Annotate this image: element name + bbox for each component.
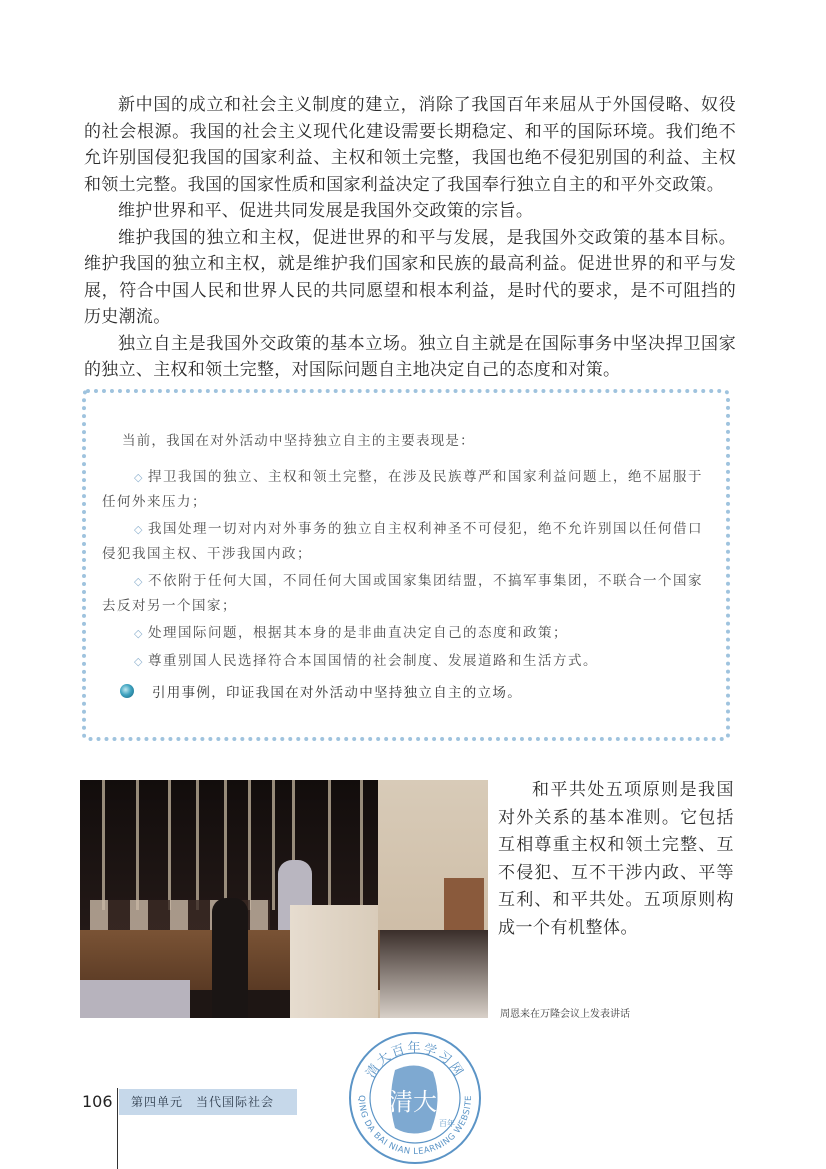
info-box-intro: 当前，我国在对外活动中坚持独立自主的主要表现是：: [122, 433, 475, 449]
activity-text: 引用事例，印证我国在对外活动中坚持独立自主的立场。: [152, 685, 522, 701]
photo-caption: 周恩来在万隆会议上发表讲话: [500, 1009, 630, 1020]
bullet-item: ◇ 尊重别国人民选择符合本国国情的社会制度、发展道路和生活方式。: [134, 653, 598, 669]
diamond-icon: ◇: [134, 523, 144, 536]
diamond-icon: ◇: [134, 471, 144, 484]
five-principles-text: 和平共处五项原则是我国对外关系的基本准则。它包括互相尊重主权和领土完整、互不侵犯、互不干涉内政、平等互利、和平共处。五项原则构成一个有机整体。: [498, 780, 734, 938]
paragraph-4: 独立自主是我国外交政策的基本立场。独立自主就是在国际事务中坚决捍卫国家的独立、主权和领土完整，对国际问题自主地决定自己的态度和对策。: [84, 333, 736, 380]
svg-text:百年: 百年: [439, 1119, 455, 1128]
svg-text:QING DA BAI NIAN LEARNING WEBS: QING DA BAI NIAN LEARNING WEBSITE: [355, 1095, 475, 1158]
paragraph-2: 维护世界和平、促进共同发展是我国外交政策的宗旨。: [118, 201, 534, 221]
activity-orb-icon: [120, 684, 134, 698]
info-box: [82, 389, 730, 741]
bullet-item: ◇ 我国处理一切对内对外事务的独立自主权利神圣不可侵犯，绝不允许别国以任何借口侵犯我国主权、干涉我国内政；: [102, 521, 703, 562]
conference-photo: [80, 780, 488, 1018]
diamond-icon: ◇: [134, 655, 144, 668]
svg-text:清大: 清大: [389, 1088, 437, 1116]
bullet-item: ◇ 不依附于任何大国，不同任何大国或国家集团结盟，不搞军事集团，不联合一个国家去反对另一个国家；: [102, 573, 703, 614]
paragraph-1: 新中国的成立和社会主义制度的建立，消除了我国百年来屈从于外国侵略、奴役的社会根源。我国的社会主义现代化建设需要长期稳定、和平的国际环境。我们绝不允许别国侵犯我国的国家利益、主权和领土完整，我国也绝不侵犯别国的利益、主权和领土完整。我国的国家性质和国家利益决定了我国奉行独立自主的和平外交政策。: [84, 95, 736, 195]
main-text: [84, 92, 736, 384]
bullet-item: ◇ 捍卫我国的独立、主权和领土完整，在涉及民族尊严和国家利益问题上，绝不屈服于任何外来压力；: [102, 469, 703, 510]
watermark-logo-icon: [347, 1030, 483, 1166]
diamond-icon: ◇: [134, 575, 144, 588]
diamond-icon: ◇: [134, 627, 144, 640]
podium: [290, 905, 378, 1018]
activity-prompt: [120, 681, 522, 701]
paragraph-3: 维护我国的独立和主权，促进世界的和平与发展，是我国外交政策的基本目标。维护我国的独立和主权，就是维护我们国家和民族的最高利益。促进世界的和平与发展，符合中国人民和世界人民的共同愿望和根本利益，是时代的要求，是不可阻挡的历史潮流。: [84, 227, 736, 327]
svg-text:清大百年学习网: 清大百年学习网: [363, 1041, 467, 1081]
footer-divider: [117, 1088, 118, 1169]
bullet-item: ◇ 处理国际问题，根据其本身的是非曲直决定自己的态度和政策；: [134, 625, 568, 641]
page-number: 106: [82, 1092, 113, 1111]
chapter-label: 第四单元 当代国际社会: [119, 1089, 297, 1115]
info-box-bullets: [102, 465, 712, 677]
